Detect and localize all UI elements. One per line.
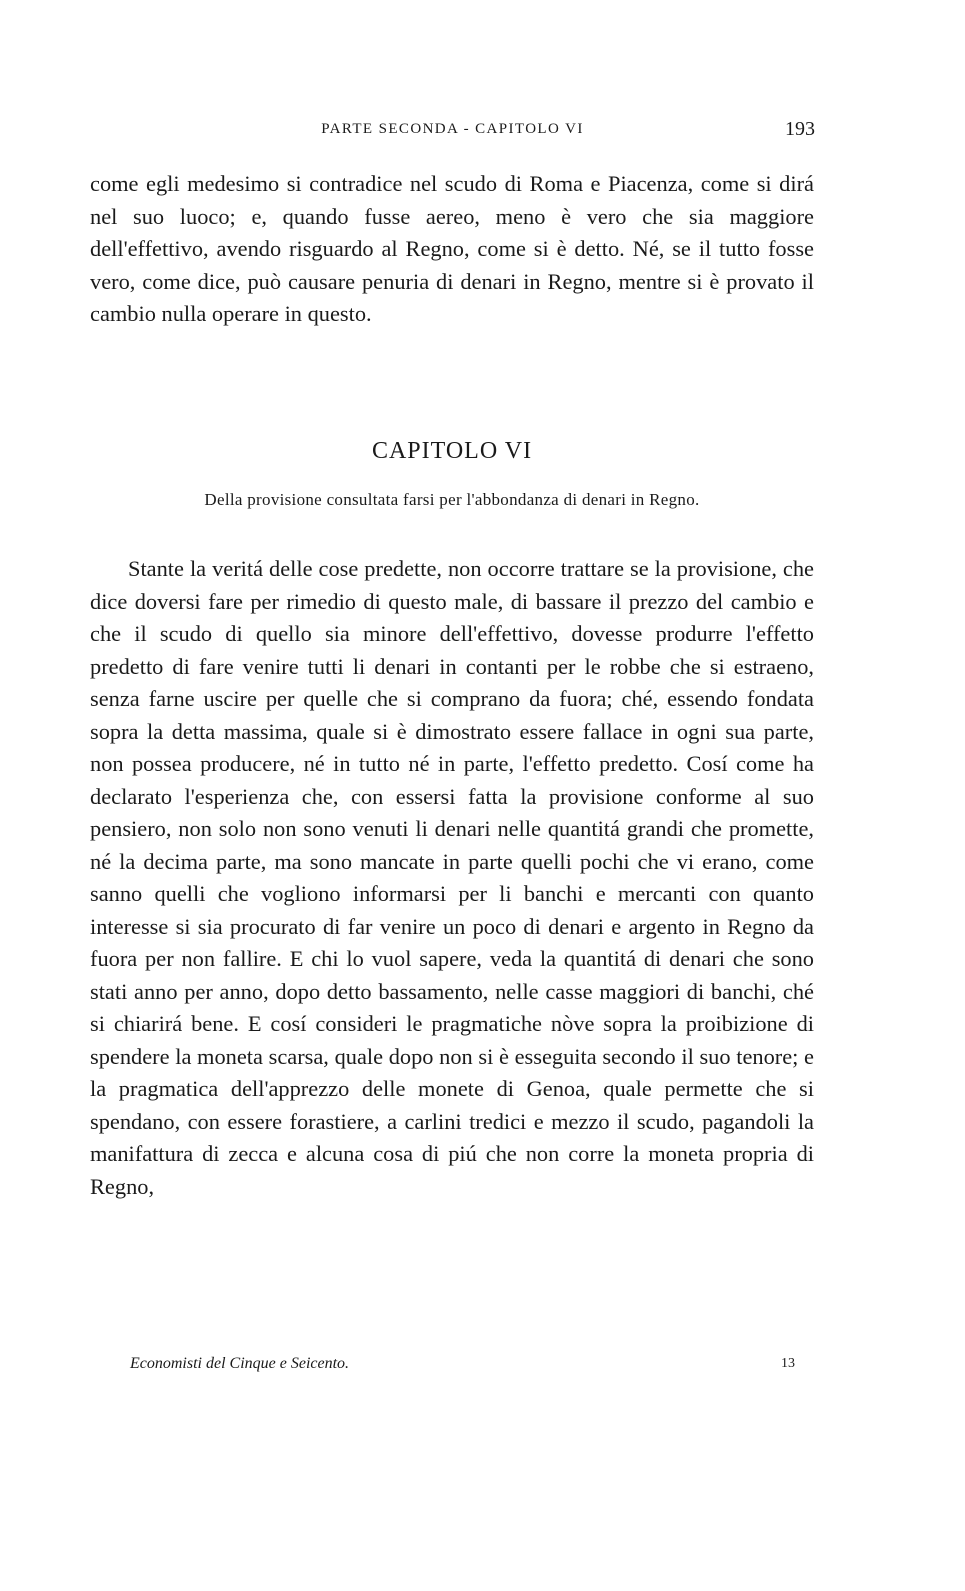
chapter-title: CAPITOLO VI	[371, 438, 533, 464]
running-header	[90, 116, 815, 142]
page-number: 193	[785, 118, 815, 140]
page-footer	[130, 1351, 795, 1377]
running-title: PARTE SECONDA - CAPITOLO VI	[321, 121, 584, 137]
continuation-paragraph: come egli medesimo si contradice nel scudo di Roma e Piacenza, come si dirá nel suo luoco; e, quando fusse aereo, meno è vero che sia maggiore dell'effettivo, avendo risguardo al Regno, come si è detto. Né, se il tutto fosse vero, come dice, può causare penuria di denari in Regno, mentre si è provato il cambio nulla operare in questo.	[90, 171, 814, 326]
main-paragraph-block	[90, 553, 814, 1203]
footer-book-title: Economisti del Cinque e Seicento.	[130, 1355, 350, 1372]
chapter-subtitle: Della provisione consultata farsi per l'abbondanza di denari in Regno.	[204, 490, 700, 509]
continuation-paragraph-block	[90, 168, 814, 331]
signature-number: 13	[781, 1356, 795, 1371]
main-paragraph: Stante la veritá delle cose predette, non occorre trattare se la provisione, che dice doversi fare per rimedio di questo male, di bassare il prezzo del cambio e che il scudo di quello sia minore dell'effettivo, dovesse produrre l'effetto predetto di fare venire tutti li denari in contanti per le robbe che si estraeno, senza farne uscire per quelle che si comprano da fuora; ché, essendo fondata sopra la detta massima, quale si è dimostrato essere fallace in ogni sua parte, non possea producere, né in tutto né in parte, l'effetto predetto. Cosí come ha declarato l'esperienza che, con essersi fatta la provisione conforme al suo pensiero, non solo non sono venuti li denari nelle quantitá grandi che promette, né la decima parte, ma sono mancate in parte quelli pochi che vi erano, come sanno quelli che vogliono informarsi per li banchi e mercanti con quanto interesse si sia procurato di far venire un poco di denari e argento in Regno da fuora per non fallire. E chi lo vuol sapere, veda la quantitá di denari che sono stati anno per anno, dopo detto bassamento, nelle casse maggiori di banchi, ché si chiarirá bene. E cosí consideri le pragmatiche nòve sopra la proibizione di spendere la moneta scarsa, quale dopo non si è esseguita secondo il suo tenore; e la pragmatica dell'apprezzo delle monete di Genoa, quale permette che si spendano, con essere forastiere, a carlini tredici e mezzo il scudo, pagandoli la manifattura di zecca e alcuna cosa di piú che non corre la moneta propria di Regno,	[90, 556, 814, 1199]
